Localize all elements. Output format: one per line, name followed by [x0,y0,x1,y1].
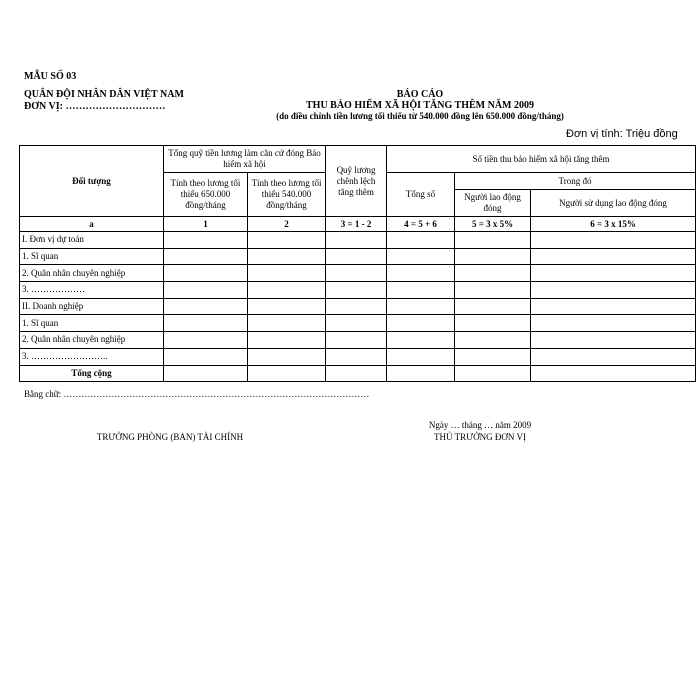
total-row [20,365,696,382]
empty-cell [326,265,387,282]
col-employee-header: Người lao động đóng [455,190,531,217]
empty-cell [164,232,248,249]
empty-cell [326,232,387,249]
empty-cell [164,298,248,315]
empty-cell [455,282,531,299]
empty-cell [531,248,696,265]
empty-cell [455,232,531,249]
empty-cell [248,248,326,265]
empty-cell [387,332,455,349]
empty-cell [164,332,248,349]
empty-cell [326,298,387,315]
table-row [20,265,696,282]
empty-cell [387,265,455,282]
empty-cell [326,282,387,299]
empty-cell [387,232,455,249]
table-row [20,315,696,332]
empty-cell [387,348,455,365]
empty-cell [387,248,455,265]
empty-cell [455,248,531,265]
col-of-which-header: Trong đó [455,173,696,190]
empty-cell [531,265,696,282]
col-diff-header: Quỹ lương chênh lệch tăng thêm [326,146,387,217]
empty-cell [455,365,531,382]
empty-cell [164,265,248,282]
signature-unit-head: THỦ TRƯỞNG ĐƠN VỊ [434,432,526,442]
header-row-1 [20,146,696,173]
empty-cell [248,232,326,249]
index-row [20,217,696,232]
col-total-fund-header: Tổng quỹ tiền lương làm căn cứ đóng Bảo hiểm xã hội [164,146,326,173]
empty-cell [326,248,387,265]
date-line: Ngày … tháng … năm 2009 [428,420,532,430]
index-cell: 4 = 5 + 6 [387,217,455,232]
amount-in-words: Bằng chữ: ………………………………………………………………………………………… [24,389,370,399]
col-increase-header: Số tiền thu bảo hiểm xã hội tăng thêm [387,146,696,173]
empty-cell [455,315,531,332]
empty-cell [455,265,531,282]
index-cell: 1 [164,217,248,232]
table-row [20,248,696,265]
empty-cell [164,348,248,365]
form-number: MẪU SỐ 03 [24,71,77,82]
table-row [20,298,696,315]
unit-of-measure: Đơn vị tính: Triệu đồng [566,128,678,140]
empty-cell [531,298,696,315]
empty-cell [248,348,326,365]
index-cell: 6 = 3 x 15% [531,217,696,232]
empty-cell [531,232,696,249]
col-subject-header: Đối tượng [20,146,164,217]
unit-field: ĐƠN VỊ: ………………………… [24,101,166,112]
col-650-header: Tính theo lương tối thiểu 650.000 đồng/tháng [164,173,248,217]
empty-cell [531,348,696,365]
index-cell: 5 = 3 x 5% [455,217,531,232]
row-label: 1. Sĩ quan [20,248,164,265]
empty-cell [531,365,696,382]
empty-cell [531,332,696,349]
total-label: Tổng cộng [20,365,164,382]
row-label: 2. Quân nhân chuyên nghiệp [20,265,164,282]
empty-cell [326,348,387,365]
col-540-header: Tính theo lương tối thiểu 540.000 đồng/tháng [248,173,326,217]
organization-name: QUÂN ĐỘI NHÂN DÂN VIỆT NAM [24,89,184,100]
empty-cell [455,332,531,349]
empty-cell [248,315,326,332]
empty-cell [387,315,455,332]
col-employer-header: Người sử dụng lao động đóng [531,190,696,217]
empty-cell [326,332,387,349]
row-label: 2. Quân nhân chuyên nghiệp [20,332,164,349]
row-label: 3. ……………… [20,282,164,299]
report-table [19,145,696,382]
empty-cell [248,332,326,349]
report-title: BÁO CÁO [396,89,444,100]
row-label: 3. …………………….. [20,348,164,365]
empty-cell [326,365,387,382]
empty-cell [455,348,531,365]
empty-cell [455,298,531,315]
col-total-header: Tổng số [387,173,455,217]
index-cell: 3 = 1 - 2 [326,217,387,232]
empty-cell [248,365,326,382]
table-row [20,332,696,349]
index-cell: 2 [248,217,326,232]
empty-cell [387,282,455,299]
index-cell: a [20,217,164,232]
empty-cell [248,298,326,315]
empty-cell [164,315,248,332]
empty-cell [164,365,248,382]
empty-cell [387,298,455,315]
empty-cell [326,315,387,332]
table-row [20,282,696,299]
empty-cell [248,265,326,282]
signature-finance-head: TRƯỞNG PHÒNG (BAN) TÀI CHÍNH [96,432,244,442]
empty-cell [248,282,326,299]
row-label: II. Doanh nghiệp [20,298,164,315]
report-subtitle: THU BẢO HIỂM XÃ HỘI TĂNG THÊM NĂM 2009 [306,100,534,111]
empty-cell [164,282,248,299]
empty-cell [531,315,696,332]
empty-cell [164,248,248,265]
empty-cell [531,282,696,299]
row-label: I. Đơn vị dự toán [20,232,164,249]
table-row [20,232,696,249]
report-note: (do điều chỉnh tiền lương tối thiểu từ 540.000 đồng lên 650.000 đồng/tháng) [276,111,564,121]
table-row [20,348,696,365]
row-label: 1. Sĩ quan [20,315,164,332]
empty-cell [387,365,455,382]
